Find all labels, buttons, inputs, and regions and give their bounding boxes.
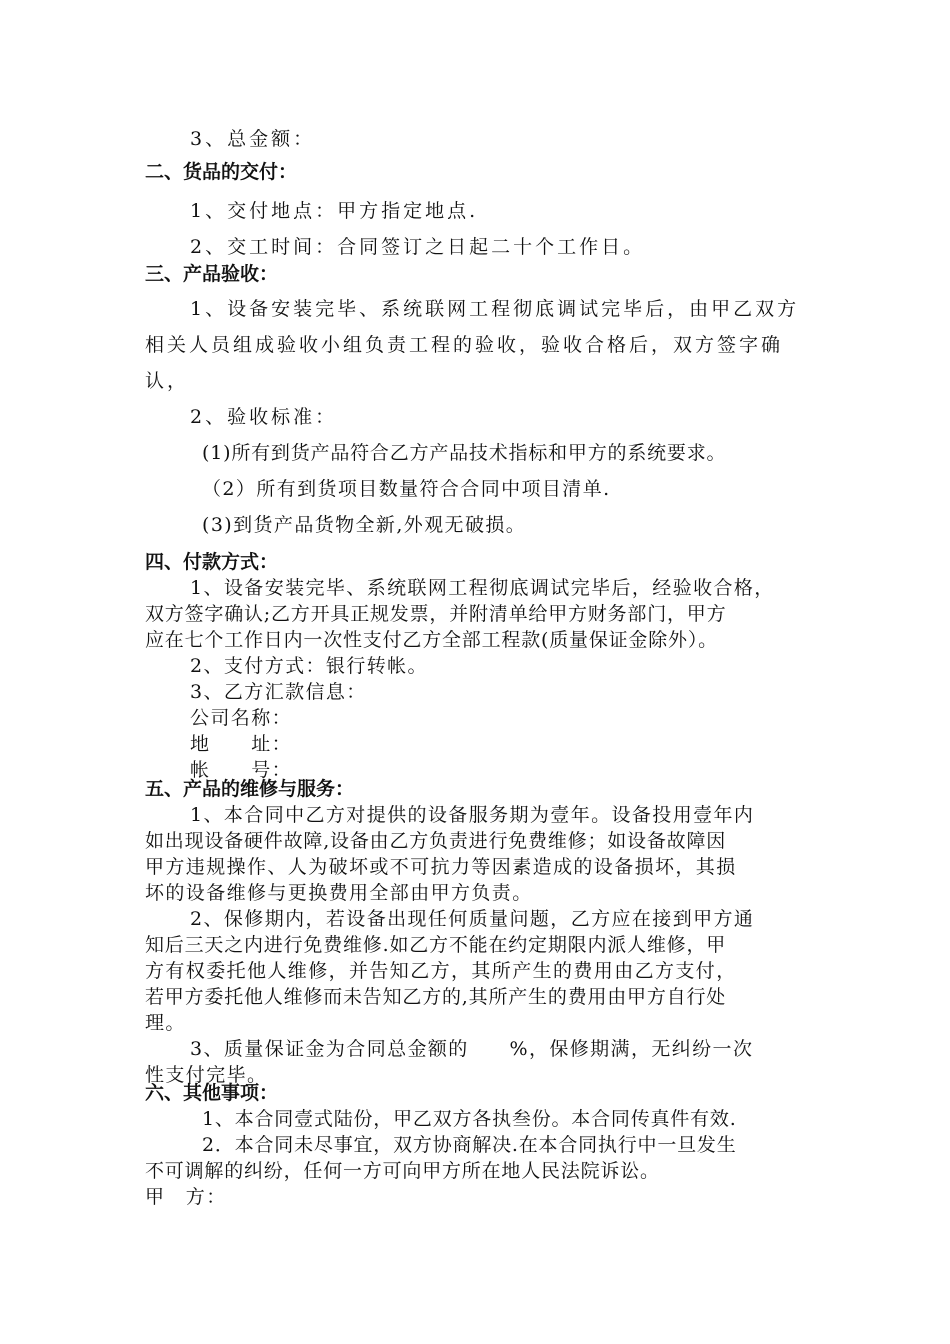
service-paragraph-line: 坏的设备维修与更换费用全部由甲方负责。	[145, 882, 533, 904]
acceptance-standard-item: (1)所有到货产品符合乙方产品技术指标和甲方的系统要求。	[202, 442, 727, 464]
section-6-heading: 六、其他事项：	[145, 1082, 279, 1104]
section-3-heading: 三、产品验收：	[145, 263, 279, 285]
deposit-paragraph-line: 性支付完毕。	[145, 1064, 268, 1086]
remittance-info-line: 3、乙方汇款信息：	[190, 681, 367, 703]
payment-paragraph-line: 应在七个工作日内一次性支付乙方全部工程款(质量保证金除外）。	[145, 629, 718, 651]
payment-paragraph-line: 1、设备安装完毕、系统联网工程彻底调试完毕后，经验收合格，	[190, 577, 775, 599]
warranty-paragraph-line: 知后三天之内进行免费维修.如乙方不能在约定期限内派人维修，甲	[145, 934, 727, 956]
service-paragraph-line: 甲方违规操作、人为破坏或不可抗力等因素造成的设备损坏，其损	[145, 856, 737, 878]
deposit-paragraph-line: 3、质量保证金为合同总金额的 %，保修期满，无纠纷一次	[190, 1038, 754, 1060]
other-items-line: 不可调解的纠纷，任何一方可向甲方所在地人民法院诉讼。	[145, 1160, 660, 1182]
account-number-field: 帐 号：	[190, 759, 293, 781]
acceptance-paragraph-line: 1、设备安装完毕、系统联网工程彻底调试完毕后，由甲乙双方	[190, 298, 800, 320]
total-amount-line: 3、总金额：	[190, 128, 316, 150]
delivery-time-line: 2、交工时间：合同签订之日起二十个工作日。	[190, 236, 646, 258]
delivery-location-line: 1、交付地点：甲方指定地点.	[190, 200, 479, 222]
section-2-heading: 二、货品的交付：	[145, 161, 298, 183]
service-paragraph-line: 1、本合同中乙方对提供的设备服务期为壹年。设备投用壹年内	[190, 804, 755, 826]
acceptance-standard-line: 2、验收标准：	[190, 406, 338, 428]
section-4-heading: 四、付款方式：	[145, 551, 279, 573]
acceptance-paragraph-line: 认，	[145, 370, 190, 392]
warranty-paragraph-line: 方有权委托他人维修，并告知乙方，其所产生的费用由乙方支付，	[145, 960, 737, 982]
acceptance-standard-item: (3)到货产品货物全新,外观无破损。	[202, 514, 527, 536]
other-items-line: 2．本合同未尽事宜，双方协商解决.在本合同执行中一旦发生	[202, 1134, 737, 1156]
payment-paragraph-line: 双方签字确认;乙方开具正规发票，并附清单给甲方财务部门，甲方	[145, 603, 727, 625]
warranty-paragraph-line: 2、保修期内，若设备出现任何质量问题，乙方应在接到甲方通	[190, 908, 755, 930]
acceptance-paragraph-line: 相关人员组成验收小组负责工程的验收，验收合格后，双方签字确	[145, 334, 784, 356]
payment-method-line: 2、支付方式：银行转帐。	[190, 655, 428, 677]
warranty-paragraph-line: 理。	[145, 1012, 186, 1034]
company-name-field: 公司名称：	[190, 707, 293, 729]
warranty-paragraph-line: 若甲方委托他人维修而未告知乙方的,其所产生的费用由甲方自行处	[145, 986, 727, 1008]
party-a-signature-field: 甲 方：	[145, 1186, 227, 1208]
service-paragraph-line: 如出现设备硬件故障,设备由乙方负责进行免费维修；如设备故障因	[145, 830, 727, 852]
address-field: 地 址：	[190, 733, 293, 755]
other-items-line: 1、本合同壹式陆份，甲乙双方各执叁份。本合同传真件有效.	[202, 1108, 737, 1130]
acceptance-standard-item: （2）所有到货项目数量符合合同中项目清单.	[202, 478, 611, 500]
section-5-heading: 五、产品的维修与服务：	[145, 778, 355, 800]
